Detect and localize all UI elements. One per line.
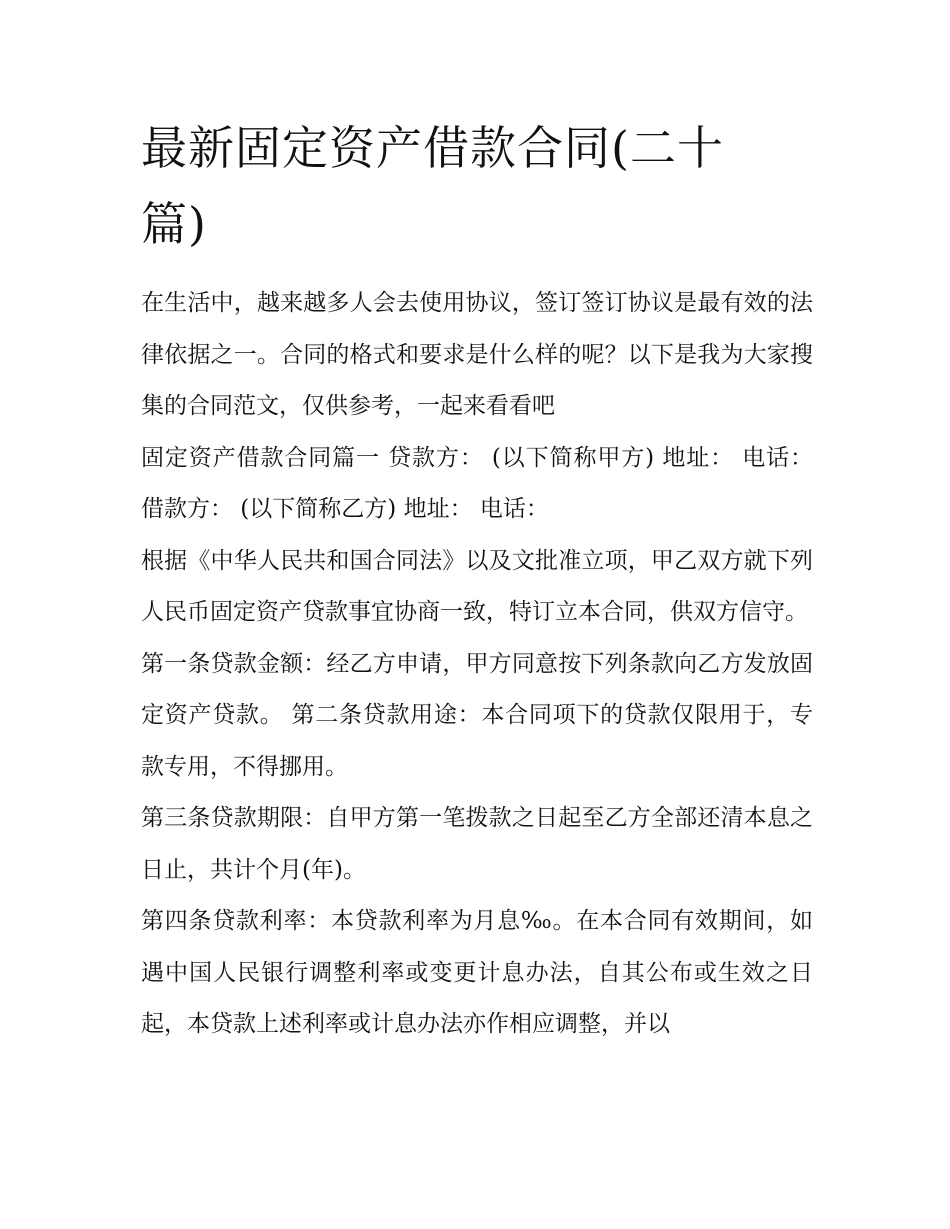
paragraph-intro: 在生活中，越来越多人会去使用协议，签订签订协议是最有效的法律依据之一。合同的格式和要求是什么样的呢？以下是我为大家搜集的合同范文，仅供参考，一起来看看吧 [141, 290, 813, 419]
paragraph-article-4: 第四条贷款利率：本贷款利率为月息‰。在本合同有效期间，如遇中国人民银行调整利率或变更计息办法，自其公布或生效之日起，本贷款上述利率或计息办法亦作相应调整，并以 [141, 908, 813, 1037]
paragraph-article-3: 第三条贷款期限：自甲方第一笔拨款之日起至乙方全部还清本息之日止，共计个月(年)。 [141, 805, 813, 883]
paragraph-basis: 根据《中华人民共和国合同法》以及文批准立项，甲乙双方就下列人民币固定资产贷款事宜协商一致，特订立本合同，供双方信守。 [141, 547, 813, 625]
document-body [141, 278, 813, 1051]
paragraph-parties: 固定资产借款合同篇一 贷款方： (以下简称甲方) 地址： 电话： 借款方： (以下简称乙方) 地址： 电话： [141, 444, 813, 522]
document-title: 最新固定资产借款合同(二十篇) [141, 121, 724, 251]
document-page [141, 110, 813, 1051]
paragraph-articles-1-2: 第一条贷款金额：经乙方申请，甲方同意按下列条款向乙方发放固定资产贷款。 第二条贷款用途：本合同项下的贷款仅限用于，专款专用，不得挪用。 [141, 650, 813, 780]
